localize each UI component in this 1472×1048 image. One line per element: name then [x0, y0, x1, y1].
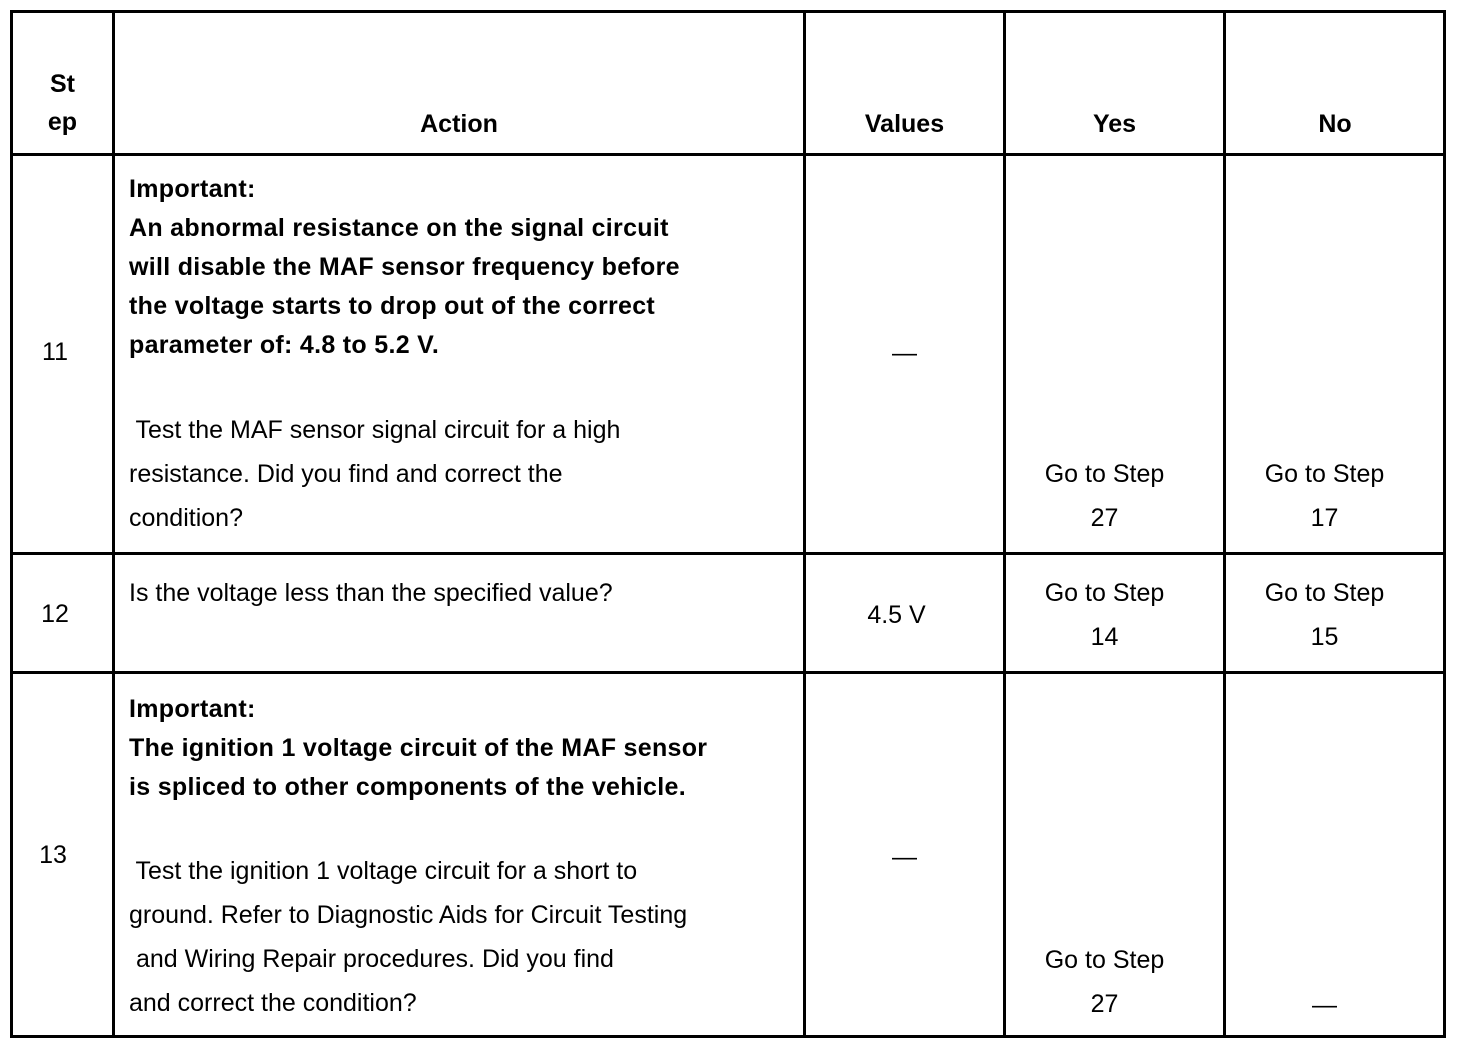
yes-cell: Go to Step 27 [1044, 946, 1165, 1018]
important-text: An abnormal resistance on the signal circuit will disable the MAF sensor frequency before the voltage starts to drop out of the correct parameter of: 4.8 to 5.2 V. [129, 214, 680, 359]
column-divider [112, 13, 115, 1035]
value-cell: 4.5 V [867, 601, 926, 629]
row-divider [13, 552, 1443, 555]
header-action: Action [420, 110, 498, 138]
diagnostic-table [10, 10, 1446, 1038]
step-number: 13 [39, 841, 67, 869]
header-step: St ep [47, 70, 78, 136]
action-text: Test the MAF sensor signal circuit for a high resistance. Did you find and correct the condition? [129, 416, 621, 532]
value-cell: — [892, 843, 917, 871]
important-text: The ignition 1 voltage circuit of the MAF sensor is spliced to other components of the vehicle. [129, 734, 708, 801]
header-values: Values [864, 110, 945, 138]
header-no: No [1318, 110, 1352, 138]
step-number: 11 [42, 338, 68, 366]
step-number: 12 [41, 600, 69, 628]
yes-cell: Go to Step 14 [1044, 579, 1165, 651]
no-cell: Go to Step 15 [1264, 579, 1385, 651]
header-yes: Yes [1092, 110, 1137, 138]
action-text: Test the ignition 1 voltage circuit for a short to ground. Refer to Diagnostic Aids for Circuit Testing and Wiring Repair procedures. Did you find and correct the condition? [129, 857, 688, 1017]
header-divider [13, 153, 1443, 156]
no-cell: — [1312, 991, 1337, 1019]
value-cell: — [892, 339, 917, 367]
no-cell: Go to Step 17 [1264, 460, 1385, 532]
important-label: Important: [129, 695, 256, 723]
important-label: Important: [129, 175, 256, 203]
column-divider [803, 13, 806, 1035]
action-text: Is the voltage less than the specified value? [129, 579, 613, 607]
yes-cell: Go to Step 27 [1044, 460, 1165, 532]
row-divider [13, 671, 1443, 674]
